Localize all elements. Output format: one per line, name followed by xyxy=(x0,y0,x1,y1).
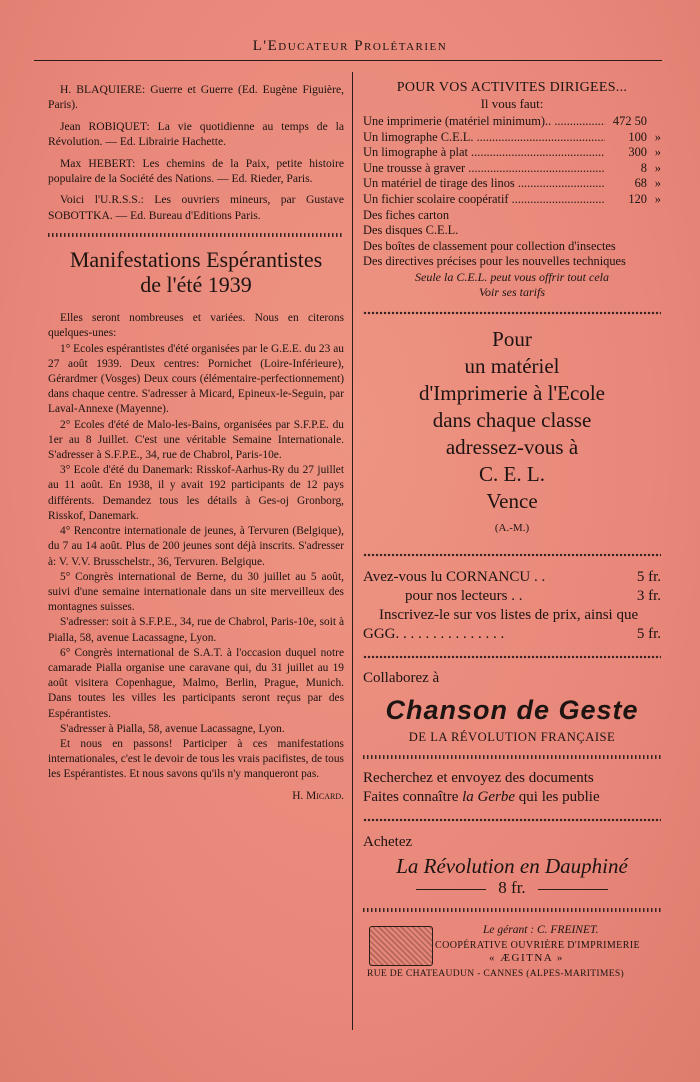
bib-entry: Voici l'U.R.S.S.: Les ouvriers mineurs, par Gustave SOBOTTKA. — Ed. Bureau d'Editions Paris. xyxy=(48,193,344,222)
cornancu-text: Inscrivez-le sur vos listes de prix, ainsi que xyxy=(379,606,639,623)
recherchez-text xyxy=(363,769,661,807)
price-value: 3 fr. xyxy=(636,587,661,604)
article-paragraph: 3° Ecole d'été du Danemark: Risskof-Aarhus-Ry du 27 juillet au 11 août. En 1938, il y avait 192 participants de 12 pays différents. Demandez tous les détails à Ges-oj Gronborg, Risskof, Danemark. xyxy=(48,464,344,522)
cooperative-name: COOPÉRATIVE OUVRIÈRE D'IMPRIMERIE xyxy=(435,939,641,951)
plain-item: Des boîtes de classement pour collection d'insectes xyxy=(363,238,616,253)
item-label: Une trousse à graver ..... xyxy=(363,161,605,177)
text-fragment: Faites connaître xyxy=(363,788,459,805)
item-unit: » xyxy=(654,176,661,191)
cel-advert xyxy=(363,326,661,542)
item-price: 300 xyxy=(628,145,647,160)
left-column xyxy=(48,82,344,804)
item-unit: » xyxy=(654,160,661,175)
ad-line: C. E. L. xyxy=(479,461,545,486)
printer-address: RUE DE CHATEAUDUN - CANNES (ALPES-MARITIMES) xyxy=(367,967,625,979)
recherchez-line xyxy=(363,788,661,807)
article-paragraph: S'adresser à Pialla, 58, avenue Lacassagne, Lyon. xyxy=(60,722,285,735)
collab-label: Collaborez à xyxy=(363,669,440,686)
esperanto-article xyxy=(48,311,344,804)
item-label: Un matériel de tirage des linos ..... xyxy=(363,176,605,192)
article-paragraph: S'adresser: soit à S.F.P.E., 34, rue de Chabrol, Paris-10e, soit à Pialla, 58, avenue Lacassagne, Lyon. xyxy=(48,616,344,644)
activities-note: Voir ses tarifs xyxy=(478,284,545,299)
item-label: Un limographe à plat ..... xyxy=(363,145,605,161)
item-price: 472 50 xyxy=(612,114,647,128)
price-label: Avez-vous lu CORNANCU . . xyxy=(363,568,546,585)
price-row xyxy=(363,587,661,606)
activities-subtitle: Il vous faut: xyxy=(480,96,544,111)
article-paragraph: 6° Congrès international de S.A.T. à l'occasion duquel notre camarade Pialla organise une caravane qui, du 31 juillet au 19 août visitera Copenhague, Malmo, Berlin, Prague, Munich. Dans toutes les villes les participants seront reçus par des Espérantistes. xyxy=(48,646,344,720)
item-unit xyxy=(647,114,661,130)
article-paragraph: Et nous en passons! Participer à ces manifestations internationales, c'est le devoir de tous les vrais pacifistes, de tous les Espérantistes. Et nous savons qu'ils n'y manqueront pas. xyxy=(48,737,344,781)
item-unit: » xyxy=(654,129,661,144)
price-value: 5 fr. xyxy=(636,625,661,642)
separator xyxy=(363,654,661,660)
ad-line: Vence xyxy=(486,488,538,513)
esperanto-title-line1: Manifestations Espérantistes xyxy=(69,247,323,273)
separator xyxy=(363,817,661,823)
plain-item: Des disques C.E.L. xyxy=(363,223,459,238)
bib-entry: H. BLAQUIERE: Guerre et Guerre (Ed. Eugène Figuière, Paris). xyxy=(48,83,344,112)
price-value: 5 fr. xyxy=(636,568,661,585)
price-row xyxy=(363,625,661,644)
priced-list xyxy=(363,114,661,208)
ad-line: dans chaque classe xyxy=(432,407,592,432)
article-paragraph: 5° Congrès international de Berne, du 30 juillet au 5 août, suivi d'une semaine internationale dans un site merveilleux des montagnes suisses. xyxy=(48,570,344,614)
activities-note: Seule la C.E.L. peut vous offrir tout cela xyxy=(415,269,609,284)
ad-region: (A.-M.) xyxy=(494,521,530,534)
priced-item xyxy=(363,192,661,208)
ad-line: d'Imprimerie à l'Ecole xyxy=(419,380,605,405)
separator xyxy=(363,755,661,759)
gerbe-title: la Gerbe xyxy=(462,788,516,805)
gerant-label: Le gérant : xyxy=(483,923,535,936)
bibliography xyxy=(48,82,344,223)
achetez-label: Achetez xyxy=(363,833,413,850)
header-rule xyxy=(34,60,662,61)
dauphine-price: 8 fr. xyxy=(498,877,526,897)
printer-footer xyxy=(363,922,661,982)
rule-line xyxy=(416,889,486,890)
item-unit: » xyxy=(654,145,661,160)
recherchez-line: Recherchez et envoyez des documents xyxy=(363,769,594,786)
item-unit: » xyxy=(654,191,661,206)
priced-item xyxy=(363,161,661,177)
right-column xyxy=(363,82,661,982)
item-price: 100 xyxy=(628,129,647,144)
text-fragment: qui les publie xyxy=(518,788,600,805)
item-price: 120 xyxy=(628,191,647,206)
ad-line: Pour xyxy=(492,326,532,351)
dauphine-price-row xyxy=(363,878,661,898)
running-header: L'Educateur Prolétarien xyxy=(252,38,448,54)
price-label: pour nos lecteurs . . xyxy=(405,587,523,604)
chanson-title: Chanson de Geste xyxy=(385,694,639,725)
chanson-subtitle: DE LA RÉVOLUTION FRANÇAISE xyxy=(408,729,616,744)
article-paragraph: 1° Ecoles espérantistes d'été organisées par le G.E.E. du 23 au 27 août 1939. Deux centres: Pornichet (Loire-Inférieure), Gérardmer (Vosges) Deux cours (élémentaire-perfectionnement) dans chaque centre. S'adresser à Micard, Epineux-le-Seguin, par Laval-Annexe (Mayenne). xyxy=(48,342,344,416)
priced-item xyxy=(363,114,661,130)
aegitna-name: « ÆGITNA » xyxy=(489,951,564,964)
item-price: 8 xyxy=(640,160,647,175)
separator xyxy=(363,908,661,912)
separator xyxy=(363,552,661,558)
ad-line: un matériel xyxy=(464,353,560,378)
gerant-line xyxy=(483,924,598,936)
article-paragraph: Elles seront nombreuses et variées. Nous en citerons quelques-unes: xyxy=(48,312,344,340)
bib-entry: Max HEBERT: Les chemins de la Paix, petite histoire populaire de la Société des Nations. — Ed. Rieder, Paris. xyxy=(48,156,344,186)
priced-item xyxy=(363,130,661,146)
priced-item xyxy=(363,176,661,192)
esperanto-title xyxy=(48,247,344,297)
separator xyxy=(363,310,661,316)
plain-item: Des directives précises pour les nouvelles techniques xyxy=(363,254,626,269)
rule-line xyxy=(538,889,608,890)
price-label: GGG. . . . . . . . . . . . . . . xyxy=(363,625,505,642)
bib-entry: Jean ROBIQUET: La vie quotidienne au temps de la Révolution. — Ed. Librairie Hachette. xyxy=(48,119,344,149)
activities-title: POUR VOS ACTIVITES DIRIGEES... xyxy=(396,80,628,95)
esperanto-title-line2: de l'été 1939 xyxy=(140,272,252,298)
article-paragraph: 4° Rencontre internationale de jeunes, à Tervuren (Belgique), du 7 au 14 août. Plus de 200 jeunes sont déjà inscrits. S'adresser à: V. V.V. Brusschelstr., 36, Tervuren. Belgique. xyxy=(48,525,344,568)
priced-item xyxy=(363,145,661,161)
ad-line: adressez-vous à xyxy=(445,434,579,459)
signature: H. Micard. xyxy=(292,789,344,802)
dauphine-title: La Révolution en Dauphiné xyxy=(396,853,628,878)
column-divider xyxy=(352,72,353,1030)
item-label: Une imprimerie (matériel minimum).. ..... xyxy=(363,114,605,130)
item-label: Un limographe C.E.L. ..... xyxy=(363,130,605,146)
article-paragraph: 2° Ecoles d'été de Malo-les-Bains, organisées par S.F.P.E. du 1er au 8 Juillet. C'est une véritable Semaine Internationale. S'adresser à S.F.P.E., 34, rue de Chabrol, Paris-10e. xyxy=(48,418,344,462)
price-row xyxy=(363,568,661,587)
gerant-name: C. FREINET. xyxy=(536,923,599,936)
plain-item: Des fiches carton xyxy=(363,207,450,222)
item-price: 68 xyxy=(634,176,647,191)
item-label: Un fichier scolaire coopératif ..... xyxy=(363,192,605,208)
printer-logo-icon xyxy=(369,926,433,966)
separator xyxy=(48,233,344,237)
cornancu-advert xyxy=(363,568,661,644)
